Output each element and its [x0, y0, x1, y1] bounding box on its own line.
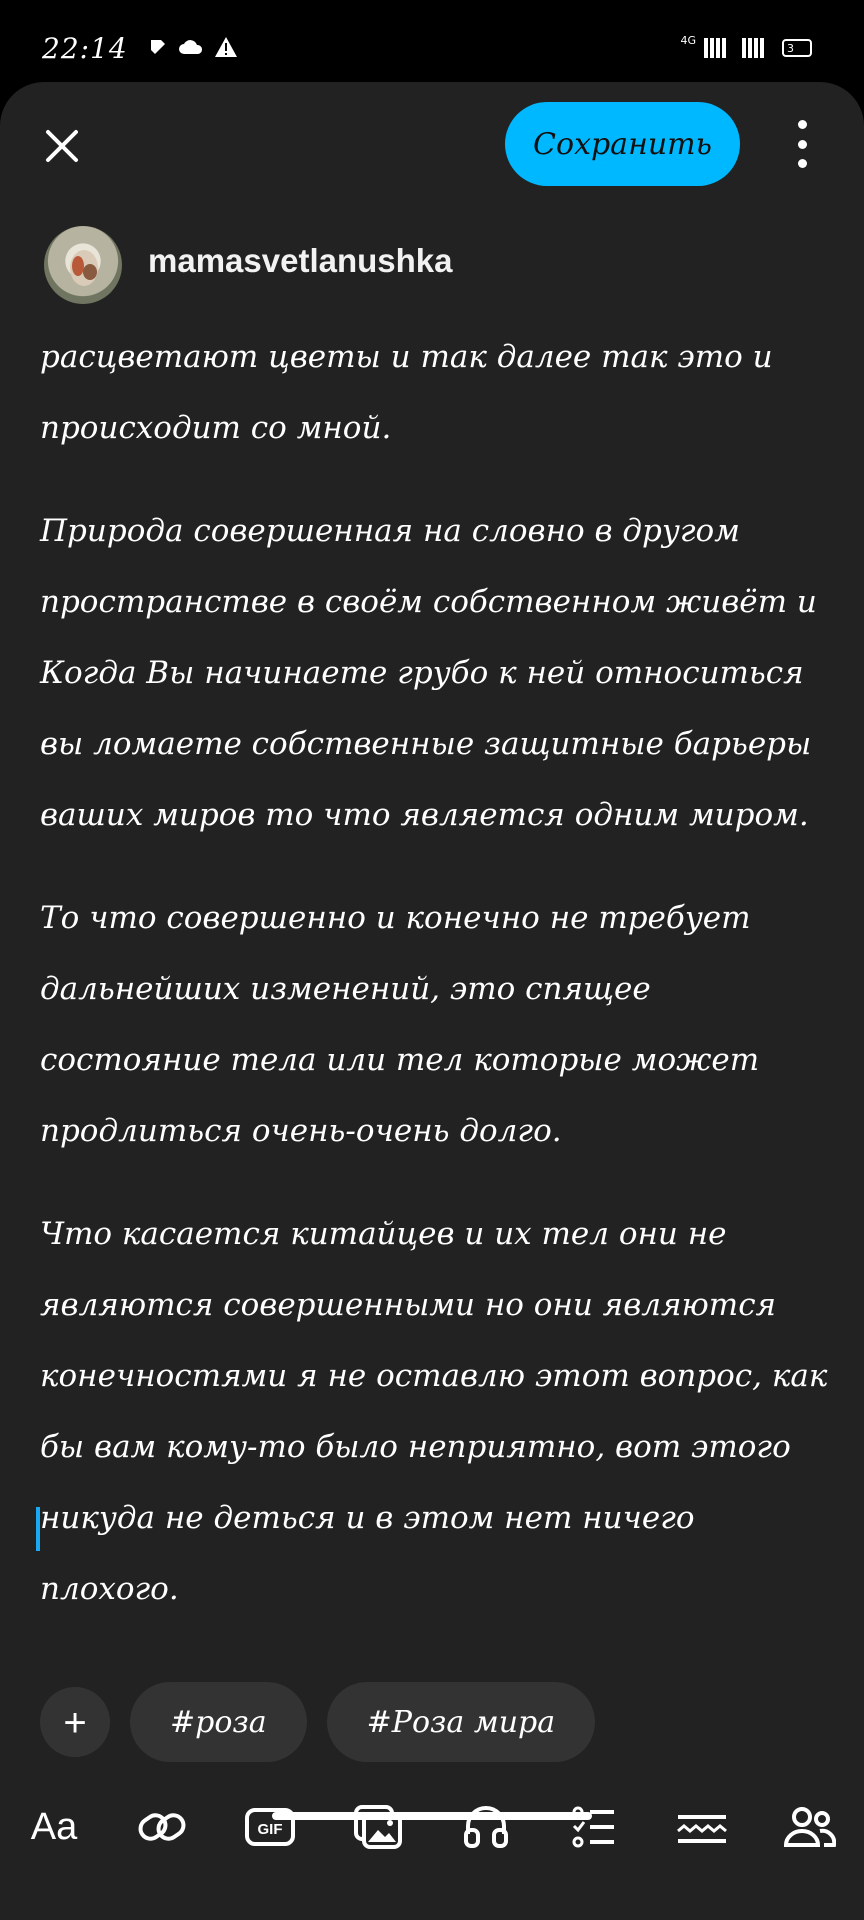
text-style-icon[interactable]: [24, 1797, 84, 1857]
checklist-icon: [570, 1804, 618, 1850]
divider-icon-glyph: [676, 1807, 728, 1847]
home-indicator[interactable]: [272, 1812, 592, 1820]
post-paragraph: Природа совершенная на словно в другом пространстве в своём собственном живёт и Когда Вы начинаете грубо к ней относиться вы ломаете собственные защитные барьеры ваших миров то что является одним миром.: [40, 513, 817, 833]
avatar-image: [44, 226, 122, 304]
status-bar: [0, 0, 864, 82]
image-icon[interactable]: [348, 1797, 408, 1857]
avatar[interactable]: [44, 226, 122, 304]
post-paragraph: Что касается китайцев и их тел они не являются совершенными но они являются конечностями я не оставлю этот вопрос, как бы вам кому-то было неприятно, вот этого никуда не деться и в этом нет ничего плохого.: [40, 1216, 828, 1607]
warning-icon: [214, 36, 238, 58]
text-style-label: Aa: [30, 1805, 78, 1848]
image-icon-glyph: [353, 1804, 403, 1850]
post-text-area[interactable]: [40, 322, 840, 1657]
link-icon[interactable]: [132, 1797, 192, 1857]
link-icon-glyph: [136, 1807, 188, 1847]
text-cursor: [36, 1507, 40, 1551]
status-time: 22:14: [42, 32, 128, 65]
headphones-icon: [462, 1804, 510, 1850]
post-paragraph: То что совершенно и конечно не требует дальнейших изменений, это спящее состояние тела или тел которые может продлиться очень-очень долго.: [40, 900, 760, 1149]
battery-icon: [782, 39, 812, 57]
format-toolbar: [0, 1787, 864, 1867]
network-type-label: 4G: [680, 33, 696, 47]
add-tag-button[interactable]: +: [40, 1687, 110, 1757]
author-username[interactable]: mamasvetlanushka: [148, 242, 453, 279]
audio-icon[interactable]: [456, 1797, 516, 1857]
svg-text:GIF: GIF: [257, 1821, 283, 1838]
divider-icon[interactable]: [672, 1797, 732, 1857]
save-button[interactable]: Сохранить: [505, 102, 740, 186]
tag-chip-roza-mira[interactable]: #Роза мира: [327, 1682, 595, 1762]
status-notification-icons: [148, 36, 238, 58]
tag-chip-roza[interactable]: #роза: [130, 1682, 307, 1762]
post-editor-panel: [0, 82, 864, 1920]
status-system-icons: [680, 33, 812, 58]
battery-level-label: 3: [787, 41, 794, 55]
gif-icon[interactable]: [240, 1797, 300, 1857]
people-icon: [784, 1805, 836, 1849]
signal-icon-1: [704, 38, 726, 58]
post-paragraph: расцветают цветы и так далее так это и происходит со мной.: [40, 339, 773, 446]
cloud-icon: [178, 38, 204, 56]
more-options-icon[interactable]: [782, 120, 822, 168]
notification-icon: [148, 37, 168, 57]
signal-icon-2: [742, 38, 764, 58]
list-icon[interactable]: [564, 1797, 624, 1857]
close-icon[interactable]: [40, 124, 84, 168]
tag-row: [40, 1682, 595, 1762]
mention-icon[interactable]: [780, 1797, 840, 1857]
